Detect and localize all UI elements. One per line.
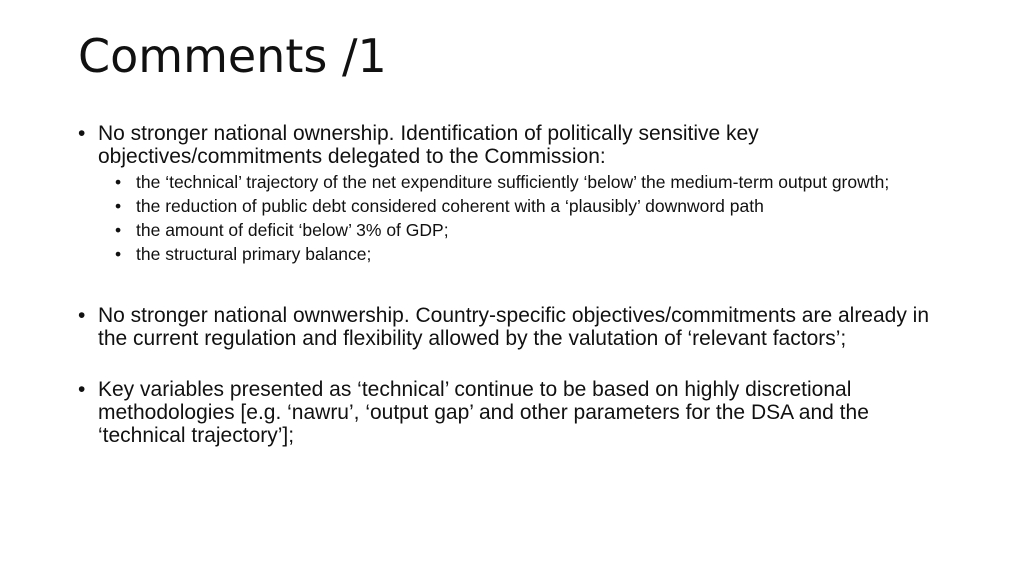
sub-bullet-point	[78, 196, 958, 216]
sub-bullet-text: the structural primary balance;	[136, 244, 372, 264]
sub-bullet-icon: •	[115, 172, 122, 192]
bullet-point	[78, 122, 958, 168]
bullet-icon: •	[78, 122, 86, 145]
sub-bullet-text: the reduction of public debt considered coherent with a ‘plausibly’ downword path	[136, 196, 764, 216]
bullet-point	[78, 378, 958, 447]
sub-bullet-point	[78, 172, 958, 192]
sub-bullet-icon: •	[115, 220, 122, 240]
slide-title: Comments /1	[78, 29, 387, 83]
sub-bullet-icon: •	[115, 244, 122, 264]
slide-body	[78, 122, 958, 447]
bullet-text: No stronger national ownwership. Country-specific objectives/commitments are already in the current regulation and flexibility allowed by the valutation of ‘relevant factors’;	[98, 304, 930, 350]
sub-bullet-text: the ‘technical’ trajectory of the net expenditure sufficiently ‘below’ the medium-term output growth;	[136, 172, 890, 192]
sub-bullet-list	[78, 172, 958, 264]
spacer	[78, 350, 958, 378]
bullet-point	[78, 304, 958, 350]
bullet-text: No stronger national ownership. Identification of politically sensitive key objectives/commitments delegated to the Commission:	[98, 122, 759, 168]
bullet-icon: •	[78, 378, 86, 401]
sub-bullet-point	[78, 244, 958, 264]
sub-bullet-text: the amount of deficit ‘below’ 3% of GDP;	[136, 220, 449, 240]
spacer	[78, 268, 958, 304]
bullet-text: Key variables presented as ‘technical’ continue to be based on highly discretional methodologies [e.g. ‘nawru’, ‘output gap’ and other parameters for the DSA and the ‘technical trajectory’];	[98, 378, 869, 447]
bullet-icon: •	[78, 304, 86, 327]
sub-bullet-point	[78, 220, 958, 240]
sub-bullet-icon: •	[115, 196, 122, 216]
